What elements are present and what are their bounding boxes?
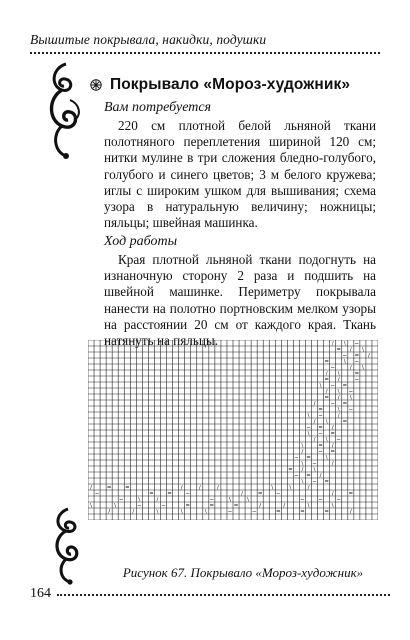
svg-text:/: / [259,502,262,509]
svg-text:\: \ [337,370,340,377]
svg-text:−: − [318,496,323,503]
svg-text:\: \ [180,508,183,515]
svg-text:\: \ [204,508,207,515]
svg-text:−: − [330,382,335,389]
svg-text:−: − [354,358,360,365]
svg-text:=: = [288,466,293,473]
svg-text:=: = [149,490,154,497]
svg-text:\: \ [337,406,340,413]
svg-text:−: − [348,388,354,395]
procedure-heading: Ход работы [104,234,178,249]
svg-text:/: / [331,340,334,347]
svg-text:=: = [106,484,112,491]
svg-text:\: \ [301,442,304,449]
svg-text:\: \ [343,358,346,365]
svg-text:\: \ [325,454,328,461]
svg-text:/: / [301,466,304,473]
scroll-ornament-icon [46,502,92,585]
svg-text:/: / [368,352,370,359]
svg-text:=: = [324,358,329,365]
svg-text:/: / [349,364,352,371]
svg-text:\: \ [349,394,352,401]
svg-text:−: − [318,430,323,437]
svg-text:/: / [331,442,334,449]
svg-text:/: / [319,472,322,479]
svg-text:/: / [349,508,352,515]
svg-text:\: \ [313,466,316,473]
svg-text:=: = [318,442,323,449]
svg-text:/: / [313,418,316,425]
svg-text:=: = [342,418,348,425]
svg-text:/: / [307,484,310,491]
svg-text:−: − [161,502,166,509]
svg-text:\: \ [325,436,328,443]
svg-text:−: − [312,478,317,485]
svg-text:/: / [337,394,340,401]
svg-text:\: \ [337,388,340,395]
svg-text:/: / [325,370,328,377]
svg-text:−: − [354,376,360,383]
svg-text:=: = [167,490,172,497]
svg-text:−: − [342,352,348,359]
svg-text:−: − [306,424,311,431]
svg-text:−: − [354,340,360,347]
svg-text:−: − [118,496,124,503]
svg-text:−: − [330,364,335,371]
svg-text:/: / [198,484,201,491]
svg-text:\: \ [361,346,364,353]
figure-caption: Рисунок 67. Покрывало «Мороз-художник» [122,565,364,580]
snowflake-icon [90,79,102,91]
svg-text:\: \ [301,478,304,485]
svg-text:\: \ [289,484,292,491]
svg-text:/: / [331,424,334,431]
svg-text:\: \ [301,460,304,467]
svg-text:\: \ [331,502,334,509]
svg-text:−: − [294,472,299,479]
procedure-text: Края плотной льняной ткани подогнуть на изнаночную сторону 2 раза и подшить на швейной машинке. Периметру покрывала нанести на полотно портновским мелком узоры на расстоянии 20 см от каждого края. Ткань натянуть на пяльцы. [104,252,376,349]
svg-text:\: \ [319,382,322,389]
svg-text:=: = [324,478,329,485]
svg-text:\: \ [361,364,364,371]
svg-text:/: / [337,412,340,419]
scroll-ornament-icon [40,60,88,160]
embroidery-pattern-chart [88,340,378,520]
footer-dotted-rule [57,594,390,596]
svg-text:=: = [257,490,263,497]
section-title: Покрывало «Мороз-художник» [110,76,351,93]
svg-text:−: − [312,460,317,467]
svg-text:\: \ [325,418,328,425]
svg-text:=: = [318,424,323,431]
svg-text:/: / [156,496,159,503]
svg-text:=: = [354,352,360,359]
svg-text:=: = [185,502,190,509]
svg-text:=: = [276,508,281,515]
svg-text:=: = [342,400,348,407]
svg-text:−: − [294,454,299,461]
svg-text:−: − [137,502,142,509]
svg-text:/: / [325,388,328,395]
svg-text:/: / [313,436,316,443]
svg-text:\: \ [114,502,117,509]
svg-text:/: / [349,346,352,353]
svg-text:−: − [348,406,354,413]
svg-text:−: − [251,508,257,515]
header-dotted-rule [30,52,380,54]
svg-text:\: \ [271,484,274,491]
svg-text:/: / [180,484,183,491]
svg-text:\: \ [138,496,141,503]
svg-text:−: − [94,490,100,497]
svg-text:/: / [337,376,340,383]
svg-text:−: − [336,436,342,443]
svg-text:−: − [185,490,190,497]
svg-text:\: \ [90,502,92,509]
running-head: Вышитые покрывала, накидки, подушки [30,32,267,47]
svg-text:−: − [330,400,335,407]
svg-text:/: / [331,460,334,467]
svg-text:=: = [324,376,329,383]
page-number: 164 [30,586,51,601]
svg-text:/: / [132,508,135,515]
svg-text:−: − [300,496,305,503]
svg-text:=: = [318,406,323,413]
svg-text:−: − [318,448,323,455]
svg-text:/: / [331,490,334,497]
svg-text:\: \ [247,496,250,503]
svg-text:\: \ [156,508,159,515]
svg-text:−: − [209,496,215,503]
svg-text:=: = [324,394,329,401]
svg-text:=: = [209,502,215,509]
materials-text: 220 см плотной белой льняной ткани полотняного переплетения шириной 120 см; нитки мулине в три сложения бледно-голубого, голубого и синего цветов; 3 м белого кружева; иглы с широким ушком для вышивания; схема узора в натуральную величину; ножницы; пяльцы; швейная машинка. [104,118,376,231]
svg-text:=: = [233,502,239,509]
svg-text:/: / [301,448,304,455]
svg-text:\: \ [307,430,310,437]
svg-text:\: \ [307,412,310,419]
svg-text:\: \ [229,496,231,503]
svg-text:/: / [283,502,286,509]
svg-text:=: = [306,472,311,479]
svg-text:\: \ [307,502,310,509]
svg-text:/: / [216,484,219,491]
svg-text:=: = [306,454,311,461]
svg-text:−: − [227,508,233,515]
svg-text:−: − [336,496,342,503]
svg-text:/: / [313,400,316,407]
svg-text:/: / [241,490,243,497]
svg-text:=: = [324,508,329,515]
svg-text:=: = [348,490,354,497]
svg-text:/: / [90,484,92,491]
svg-text:=: = [354,370,360,377]
svg-text:=: = [300,508,305,515]
svg-text:=: = [342,382,348,389]
svg-text:\: \ [343,340,346,347]
svg-text:=: = [124,484,130,491]
svg-text:−: − [276,490,281,497]
svg-text:=: = [336,346,342,353]
svg-text:=: = [330,430,335,437]
materials-heading: Вам потребуется [104,100,212,115]
svg-text:/: / [108,508,111,515]
svg-text:=: = [330,448,335,455]
svg-text:−: − [318,412,323,419]
